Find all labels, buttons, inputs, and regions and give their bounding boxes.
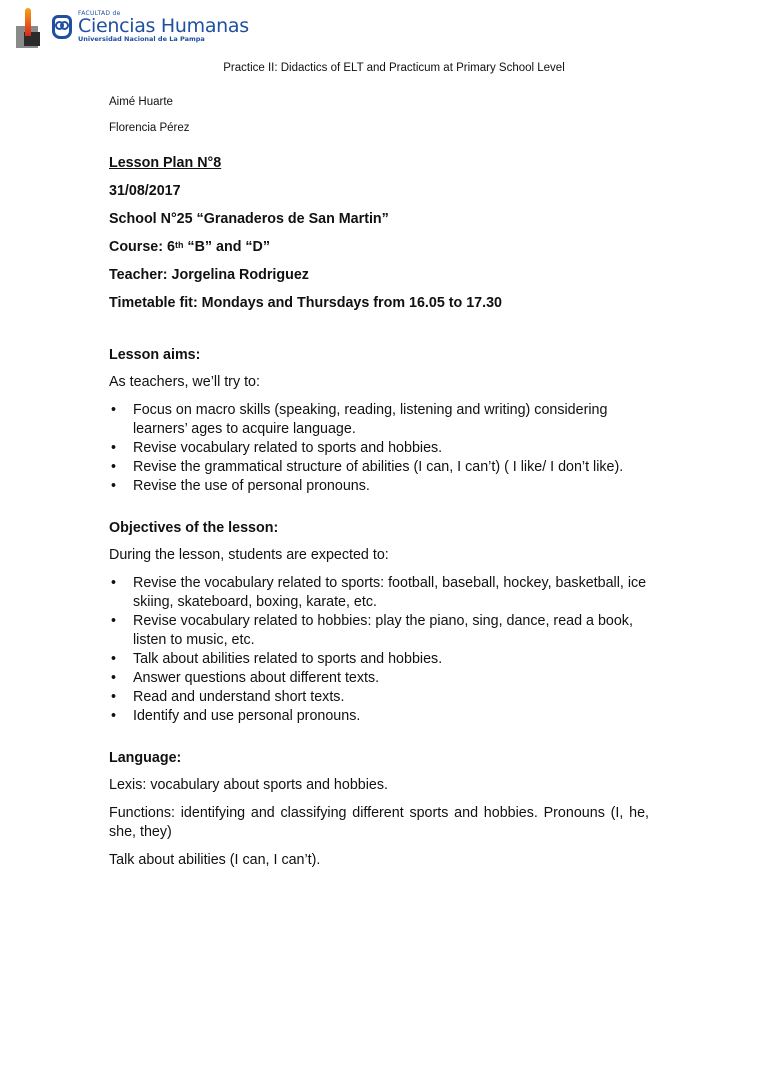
logo-faculty-name: Ciencias Humanas [78,15,249,38]
objectives-heading: Objectives of the lesson: [109,520,279,536]
language-abilities: Talk about abilities (I can, I can’t). [109,852,321,868]
list-item-text: Focus on macro skills (speaking, reading, listening and writing) considering learners’ ages to acquire language. [133,402,608,437]
faculty-logo [14,4,249,50]
objectives-list [109,574,649,726]
bullet-icon: • [111,440,117,456]
bullet-icon: • [111,575,117,591]
bullet-icon: • [111,402,117,418]
aims-heading: Lesson aims: [109,347,201,363]
list-item-text: Revise vocabulary related to hobbies: play the piano, sing, dance, read a book, listen to music, etc. [133,613,633,648]
list-item-text: Revise the grammatical structure of abilities (I can, I can’t) ( I like/ I don’t like). [133,459,624,475]
course-info [109,238,649,257]
aims-list [109,401,649,496]
school-name: School N°25 “Granaderos de San Martin” [109,211,389,227]
list-item-text: Read and understand short texts. [133,689,345,705]
logo-university-name: Universidad Nacional de La Pampa [78,35,205,44]
teacher-name: Teacher: Jorgelina Rodriguez [109,267,309,283]
bullet-icon: • [111,651,117,667]
aims-intro: As teachers, we’ll try to: [109,374,260,390]
logo-text [78,11,249,43]
list-item [109,401,649,439]
list-item-text: Revise vocabulary related to sports and hobbies. [133,440,443,456]
author-2: Florencia Pérez [109,122,190,134]
bullet-icon: • [111,459,117,475]
course-title: Practice II: Didactics of ELT and Practicum at Primary School Level [223,62,565,74]
list-item [109,650,649,669]
bullet-icon: • [111,478,117,494]
list-item [109,477,649,496]
course-prefix: Course: 6 [109,239,175,255]
bullet-icon: • [111,670,117,686]
timetable: Timetable fit: Mondays and Thursdays from 16.05 to 17.30 [109,295,503,311]
list-item [109,612,649,650]
list-item [109,574,649,612]
lesson-date: 31/08/2017 [109,183,181,199]
list-item [109,458,649,477]
list-item-text: Revise the use of personal pronouns. [133,478,370,494]
list-item [109,669,649,688]
university-emblem-icon [14,6,42,48]
list-item [109,439,649,458]
logo-small-text: FACULTAD de [78,10,121,18]
list-item-text: Identify and use personal pronouns. [133,708,361,724]
course-suffix: “B” and “D” [183,239,271,255]
language-heading: Language: [109,750,182,766]
list-item [109,707,649,726]
list-item [109,688,649,707]
bullet-icon: • [111,613,117,629]
language-lexis: Lexis: vocabulary about sports and hobbies. [109,777,388,793]
list-item-text: Talk about abilities related to sports and hobbies. [133,651,443,667]
bullet-icon: • [111,708,117,724]
author-1: Aimé Huarte [109,96,173,108]
course-superscript: th [174,240,184,250]
lesson-plan-body [109,154,649,879]
list-item-text: Revise the vocabulary related to sports: football, baseball, hockey, basketball, ice skiing, skateboard, boxing, karate, etc. [133,575,647,610]
lesson-plan-title: Lesson Plan N°8 [109,155,222,171]
objectives-intro: During the lesson, students are expected to: [109,547,389,563]
bullet-icon: • [111,689,117,705]
language-functions: Functions: identifying and classifying different sports and hobbies. Pronouns (I, he, she, they) [109,805,649,840]
owl-icon [52,15,72,39]
list-item-text: Answer questions about different texts. [133,670,380,686]
